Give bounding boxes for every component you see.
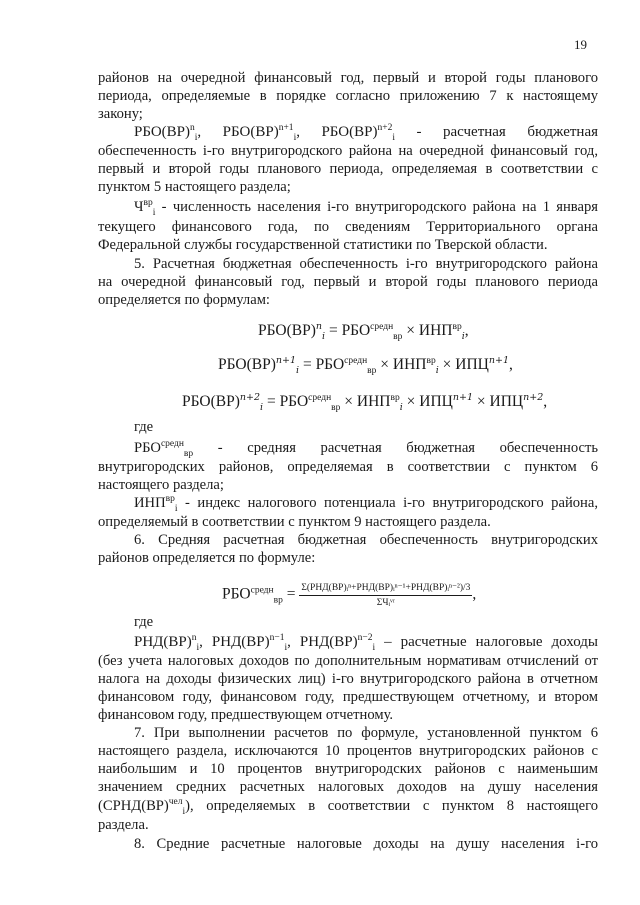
formula-rbo-n1: $РБО(ВР)^{n+1}_i = РБО^{средн}_{вр} \times ИНП^{вр}_i \times ИПЦ^{n+1}$, [218,354,513,377]
text-line: районов на очередной финансовый год, первый и второй годы планового [98,70,598,86]
text-line: значением средних расчетных налоговых доходов на душу населения [98,779,598,795]
text-line: закону; [98,106,143,122]
text-line: периода, определяемые в порядке согласно приложению 7 к настоящему [98,88,598,104]
text-line: Федеральной службы государственной статистики по Тверской области. [98,237,548,253]
text-line: определяется по формулам: [98,292,270,308]
text-line: 6. Средняя расчетная бюджетная обеспеченность внутригородских [134,532,598,548]
text-line: финансовом году, предшествующем отчетному. [98,707,394,723]
definition-inp: $ИНП^{вр}_i$ - индекс налогового потенциала i-го внутригородского района, [134,494,598,514]
formula-rbo-n2: $РБО(ВР)^{n+2}_i = РБО^{средн}_{вр} \times ИНП^{вр}_i \times ИПЦ^{n+1} \times ИПЦ^{n+2}$, [182,391,548,414]
text-line: раздела. [98,817,149,833]
text-line: 8. Средние расчетные налоговые доходы на душу населения i-го [134,836,598,852]
page-number: 19 [574,37,587,52]
text-line: финансовом году, финансовом году, предшествующем отчетному, и втором [98,689,598,705]
definition-rbo-sredn: $РБО^{средн}_{вр}$ - средняя расчетная бюджетная обеспеченность [134,439,598,459]
text-line: определяемый в соответствии с пунктом 9 настоящего раздела. [98,514,491,530]
definition-rbo: РБО(ВР)$^n_i$, РБО(ВР)$^{n+1}_i$, РБО(ВР)$^{n+2}_i$ - расчетная бюджетная [134,123,599,143]
text-line: 5. Расчетная бюджетная обеспеченность i-го внутригородского района [134,256,598,272]
text-line: (без учета налоговых доходов по дополнительным нормативам отчислений от [98,653,598,669]
text-line: первый и второй годы планового периода, определяемая в соответствии с [98,161,598,177]
text-line: обеспеченность i-го внутригородского района на очередной финансовый год, [98,143,598,159]
formula-rbo-sredn: $РБО^{средн}_{вр}$ = $\frac{\text{Σ(РНД(ВР)ᵢⁿ+РНД(ВР)ᵢⁿ⁻¹+РНД(ВР)ᵢⁿ⁻²)/3}}{\text{ΣЧᵢᵛʳ}}$ , [222,583,477,608]
text-line: наибольшим и 10 процентов внутригородских районов с наименьшим [98,761,598,777]
definition-ch: $Ч^{вр}_i$ - численность населения i-го внутригородского района на 1 января [134,198,598,218]
label-where: где [134,419,154,435]
text-line: настоящего раздела, исключаются 10 процентов внутригородских районов с [98,743,598,759]
formula-rbo-n: $РБО(ВР)^n_i = РБО^{средн}_{вр} \times ИНП^{вр}_i$, [258,320,469,343]
text-line: текущего финансового года, по сведениям Территориального органа [98,219,598,235]
definition-rnd: РНД(ВР)$^n_i$, РНД(ВР)$^{n-1}_i$, РНД(ВР)$^{n-2}_i$ – расчетные налоговые доходы [134,633,599,653]
label-where: где [134,614,154,630]
text-line: районов определяется по формуле: [98,550,316,566]
text-line: на очередной финансовый год, первый и второй годы планового периода [98,274,598,290]
definition-srnd: (СРНД(ВР)$^{чел}_i$), определяемых в соответствии с пунктом 8 настоящего [98,797,598,817]
text-line: настоящего раздела; [98,477,224,493]
text-line: внутригородских районов, определяемая в соответствии с пунктом 6 [98,459,598,475]
text-line: пунктом 5 настоящего раздела; [98,179,291,195]
text-line: 7. При выполнении расчетов по формуле, установленной пунктом 6 [134,725,598,741]
text-line: налога на доходы физических лиц) i-го внутригородского района в отчетном [98,671,598,687]
fraction: $\frac{\text{Σ(РНД(ВР)ᵢⁿ+РНД(ВР)ᵢⁿ⁻¹+РНД(ВР)ᵢⁿ⁻²)/3}}{\text{ΣЧᵢᵛʳ}}$ [301,583,471,608]
